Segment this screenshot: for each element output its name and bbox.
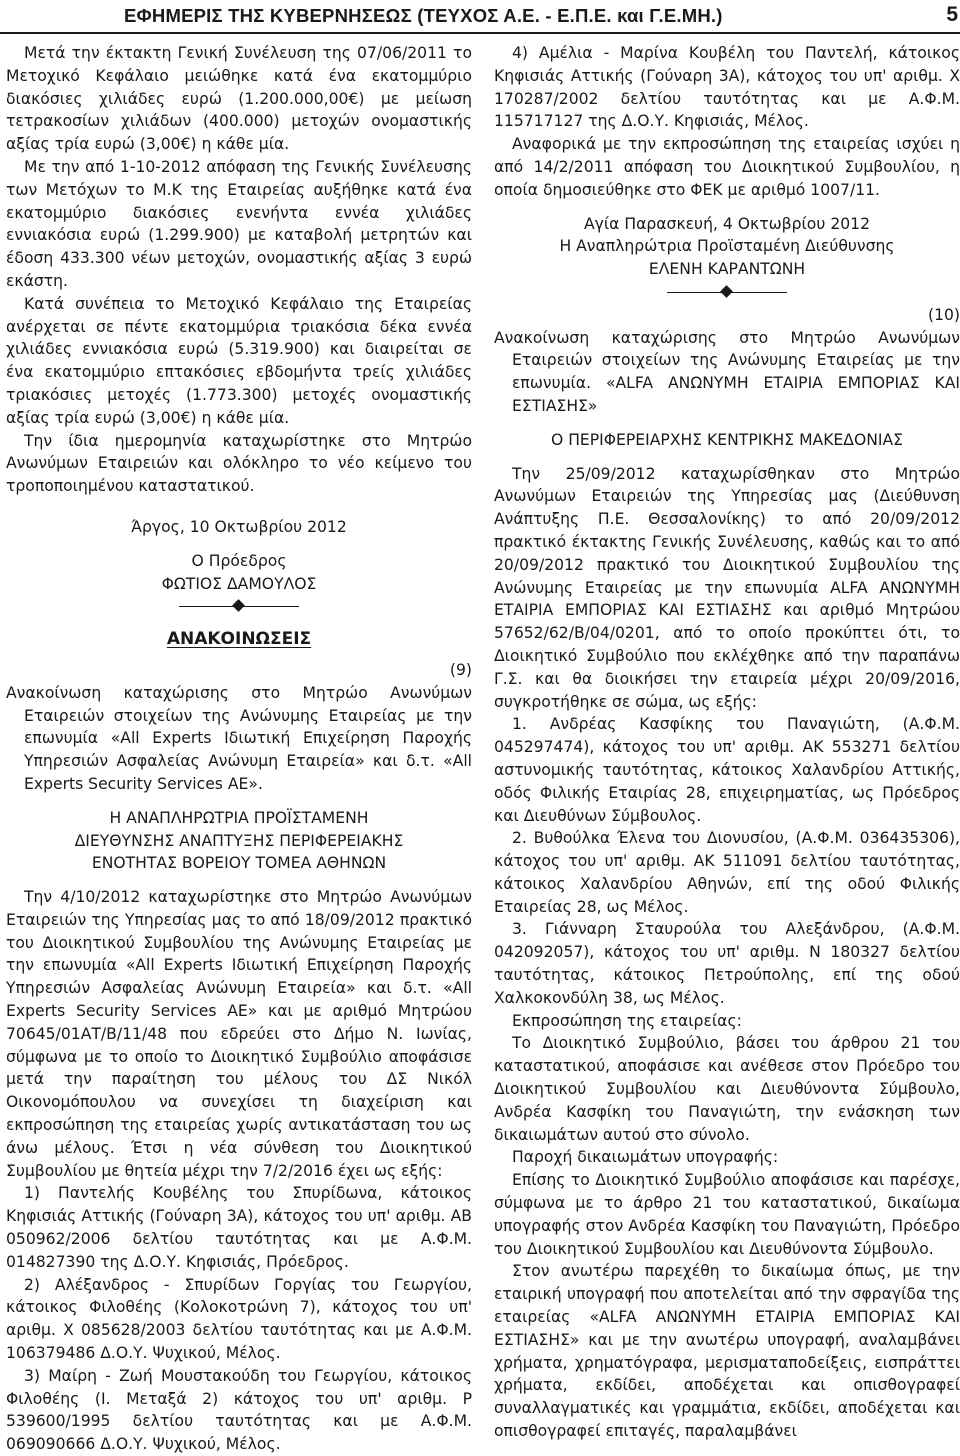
authority-line: ΕΝΟΤΗΤΑΣ ΒΟΡΕΙΟΥ ΤΟΜΕΑ ΑΘΗΝΩΝ <box>91 854 387 873</box>
board-member: 1) Παντελής Κουβέλης του Σπυρίδωνα, κάτοικος Κηφισιάς Αττικής (Γούναρη 3Α), κάτοχος του υπ' αριθμ. ΑΒ 050962/2006 δελτίου ταυτότητας και με Α.Φ.Μ. 014827390 της Δ.Ο.Υ. Κηφισιάς, Πρόεδρος. <box>6 1184 472 1271</box>
signature-role: Ο Πρόεδρος <box>191 551 287 570</box>
page-number: 5 <box>946 3 958 26</box>
diamond-icon <box>720 285 733 298</box>
board-member: 2) Αλέξανδρος - Σπυρίδων Γοργίας του Γεωργίου, κάτοικος Φιλοθέης (Κολοκοτρώνη 7), κάτοχος του υπ' αριθμ. Χ 085628/2003 δελτίου ταυτότητας και με Α.Φ.Μ. 106379486 Δ.Ο.Υ. Ψυχικού, Μέλος. <box>6 1275 472 1363</box>
notice-title: Ανακοίνωση καταχώρισης στο Μητρώο Ανωνύμων Εταιρειών στοιχείων της Ανώνυμης Εταιρείας με την επωνυμία «All Experts Ιδιωτική Επιχείρηση Παροχής Υπηρεσιών Ασφαλείας Ανώνυμη Εταιρεία» και δ.τ. «All Experts Security Services AE». <box>6 683 472 793</box>
board-member: 3. Γιάνναρη Σταυρούλα του Αλεξάνδρου, (Α.Φ.Μ. 042092057), κάτοχος του υπ' αριθμ. Ν 180327 δελτίου ταυτότητας, κάτοικος Πετρούπολης, επί της οδού Χαλκοκονδύλη 38, ως Μέλος. <box>494 920 960 1007</box>
paragraph: Επίσης το Διοικητικό Συμβούλιο αποφάσισε και παρέσχε, σύμφωνα με το άρθρο 21 του καταστατικού, δικαίωμα υπογραφής στον Ανδρέα Κασφίκη του Παναγιώτη, Πρόεδρο του Διοικητικού Συμβουλίου και Διευθύνοντα Σύμβουλο. <box>494 1171 960 1258</box>
section-title: ΑΝΑΚΟΙΝΩΣΕΙΣ <box>166 629 312 650</box>
signature-role: Η Αναπληρώτρια Προϊσταμένη Διεύθυνσης <box>559 237 895 256</box>
board-member: 2. Βυθούλκα Έλενα του Διονυσίου, (Α.Φ.Μ. 036435306), κάτοχος του υπ' αριθμ. ΑΚ 511091 δελτίου ταυτότητας, κάτοικος Χαλανδρίου Αθηνών, επί της οδού Φιλικής Εταιρείας 28, ως Μέλος. <box>494 829 960 916</box>
notice-title: Ανακοίνωση καταχώρισης στο Μητρώο Ανωνύμων Εταιρειών στοιχείων της Ανώνυμης Εταιρείας με την επωνυμία. «ALFA ΑΝΩΝΥΜΗ ΕΤΑΙΡΙΑ ΕΜΠΟΡΙΑΣ ΚΑΙ ΕΣΤΙΑΣΗΣ» <box>494 328 960 415</box>
signature-name: ΕΛΕΝΗ ΚΑΡΑΝΤΩΝΗ <box>648 260 806 279</box>
diamond-icon <box>232 599 245 612</box>
notice-number: (10) <box>927 305 960 324</box>
paragraph: Την 4/10/2012 καταχωρίστηκε στο Μητρώο Ανωνύμων Εταιρειών της Υπηρεσίας μας το από 18/09/2012 πρακτικό του Διοικητικού Συμβουλίου της Ανώνυμης Εταιρείας με την επωνυμία «All Experts Ιδιωτική Επιχείρηση Παροχής Υπηρεσιών Ασφαλείας Ανώνυμη Εταιρεία» και δ.τ. «All Experts Security Services AE» και με αριθμό Μητρώου 70645/01ΑΤ/Β/11/48 που εδρεύει στο Δήμο Ν. Ιωνίας, σύμφωνα με το οποίο το Διοικητικό Συμβούλιο αποφάσισε μετά την παραίτηση του μέλους του ΔΣ Νικόλ Οικονομόπουλου να συνεχίσει τη διαχείριση και εκπροσώπηση της εταιρείας χωρίς αντικατάσταση του ως άνω μέλους. Έτσι η νέα σύνθεση του Διοικητικού Συμβουλίου με θητεία μέχρι την 7/2/2016 έχει ως εξής: <box>6 888 472 1180</box>
signature-place-date: Άργος, 10 Οκτωβρίου 2012 <box>131 517 347 536</box>
authority-line: ΔΙΕΥΘΥΝΣΗΣ ΑΝΑΠΤΥΞΗΣ ΠΕΡΙΦΕΡΕΙΑΚΗΣ <box>74 831 404 850</box>
board-member: 4) Αμέλια - Μαρίνα Κουβέλη του Παντελή, κάτοικος Κηφισιάς Αττικής (Γούναρη 3Α), κάτοχος του υπ' αριθμ. Χ 170287/2002 δελτίου ταυτότητας και με Α.Φ.Μ. 115717127 της Δ.Ο.Υ. Κηφισιάς, Μέλος. <box>494 44 960 131</box>
signature-place-date: Αγία Παρασκευή, 4 Οκτωβρίου 2012 <box>583 214 871 233</box>
section-divider <box>6 595 472 618</box>
paragraph: Στον ανωτέρω παρεχέθη το δικαίωμα όπως, με την εταιρική υπογραφή που αποτελείται από την σφραγίδα της εταιρείας «ALFA ΑΝΩΝΥΜΗ ΕΤΑΙΡΙΑ ΕΜΠΟΡΙΑΣ ΚΑΙ ΕΣΤΙΑΣΗΣ» και με την ανωτέρω υπογραφή, αναλαμβάνει χρήματα, χρηματόγραφα, μερισματαποδείξεις, εισπράττει χρήματα, εκδίδει, αποδέχεται και οπισθογραφεί συναλλαγματικές και γραμμάτια, εκδίδει, αποδέχεται και οπισθογραφεί επιταγές, παραλαμβάνει <box>494 1262 960 1441</box>
notice-number: (9) <box>449 660 472 679</box>
board-member: 3) Μαίρη - Ζωή Μουστακούδη του Γεωργίου, κάτοικος Φιλοθέης (Ι. Μεταξά 2) κάτοχος του υπ' αριθμ. Ρ 539600/1995 δελτίου ταυτότητας και με Α.Φ.Μ. 069090666 Δ.Ο.Υ. Ψυχικού, Μέλος. <box>6 1366 472 1454</box>
board-member: 1. Ανδρέας Κασφίκης του Παναγιώτη, (Α.Φ.Μ. 045297474), κάτοχος του υπ' αριθμ. ΑΚ 553271 δελτίου αστυνομικής ταυτότητας, κάτοικος Χαλανδρίου Αττικής, οδός Φιλικής Εταιρίας 28, επιχειρηματίας, ως Πρόεδρος και Διευθύνων Σύμβουλος. <box>494 715 960 825</box>
authority-line: Η ΑΝΑΠΛΗΡΩΤΡΙΑ ΠΡΟΪΣΤΑΜΕΝΗ <box>109 808 369 827</box>
section-divider <box>494 281 960 304</box>
signature-name: ΦΩΤΙΟΣ ΔΑΜΟΥΛΟΣ <box>161 574 317 593</box>
gazette-title: ΕΦΗΜΕΡΙΣ ΤΗΣ ΚΥΒΕΡΝΗΣΕΩΣ (ΤΕΥΧΟΣ Α.Ε. - Ε.Π.Ε. και Γ.Ε.ΜΗ.) <box>124 5 723 26</box>
paragraph: Την ίδια ημερομηνία καταχωρίστηκε στο Μητρώο Ανωνύμων Εταιρειών και ολόκληρο το νέο κείμενο του τροποποιημένου καταστατικού. <box>6 431 472 496</box>
left-column <box>6 42 472 1456</box>
authority-line: Ο ΠΕΡΙΦΕΡΕΙΑΡΧΗΣ ΚΕΝΤΡΙΚΗΣ ΜΑΚΕΔΟΝΙΑΣ <box>550 430 904 449</box>
paragraph: Την 25/09/2012 καταχωρίσθηκαν στο Μητρώο Ανωνύμων Εταιρειών της Υπηρεσίας μας (Διεύθυνση Ανάπτυξης Π.Ε. Θεσσαλονίκης) το από 20/09/2012 πρακτικό έκτακτης Γενικής Συνέλευσης, καθώς και το από 20/09/2012 πρακτικό του Διοικητικού Συμβουλίου της Ανώνυμης Εταιρείας με την επωνυμία ALFA ΑΝΩΝΥΜΗ ΕΤΑΙΡΙΑ ΕΜΠΟΡΙΑΣ ΚΑΙ ΕΣΤΙΑΣΗΣ και αριθμό Μητρώου 57652/62/Β/04/0201, από το οποίο προκύπτει ότι, το Διοικητικό Συμβούλιο που εκλέχθηκε από την παραπάνω Γ.Σ. και θα διοικήσει την εταιρεία μέχρι 20/09/2016, συγκροτήθηκε σε σώμα, ως εξής: <box>494 464 960 711</box>
subheading: Εκπροσώπηση της εταιρείας: <box>512 1011 742 1030</box>
paragraph: Το Διοικητικό Συμβούλιο, βάσει του άρθρου 21 του καταστατικού, αποφάσισε και ανέθεσε στον Πρόεδρο του Διοικητικού Συμβουλίου και Διευθύνοντα Σύμβουλο, Ανδρέα Κασφίκη του Παναγιώτη, την ενάσκηση των δικαιωμάτων αυτού στο σύνολο. <box>494 1034 960 1144</box>
paragraph: Μετά την έκτακτη Γενική Συνέλευση της 07/06/2011 το Μετοχικό Κεφάλαιο μειώθηκε κατά ένα εκατομμύριο διακόσιες χιλιάδες ευρώ (1.200.000,00€) με μείωση τετρακοσίων χιλιάδων (400.000) μετοχών ονομαστικής αξίας τρία ευρώ (3,00€) η κάθε μία. <box>6 44 472 154</box>
paragraph: Κατά συνέπεια το Μετοχικό Κεφάλαιο της Εταιρείας ανέρχεται σε πέντε εκατομμύρια τριακόσια δέκα εννέα χιλιάδες εννιακόσια ευρώ (5.319.900) και διαιρείται σε ένα εκατομμύριο επτακόσιες εβδομήντα τρείς χιλιάδες τριακόσιες μετοχές (1.773.300) μετοχές ονομαστικής αξίας τρία ευρώ (3,00€) η κάθε μία. <box>6 294 472 427</box>
gazette-header <box>0 0 960 34</box>
paragraph: Αναφορικά με την εκπροσώπηση της εταιρείας ισχύει η από 14/2/2011 απόφαση του Διοικητικού Συμβουλίου, η οποία δημοσιεύθηκε στο ΦΕΚ με αριθμό 1007/11. <box>494 135 960 199</box>
subheading: Παροχή δικαιωμάτων υπογραφής: <box>512 1148 779 1167</box>
paragraph: Με την από 1-10-2012 απόφαση της Γενικής Συνέλευσης των Μετόχων το Μ.Κ της Εταιρείας αυξήθηκε κατά ένα εκατομμύριο διακόσιες ενενήντα εννέα χιλιάδες εννιακόσια ευρώ (1.299.900) με καταβολή μετρητών και έδοση 433.300 νέων μετοχών, ονομαστικής αξίας 3 ευρώ εκάστη. <box>6 157 472 290</box>
right-column <box>494 42 960 1443</box>
